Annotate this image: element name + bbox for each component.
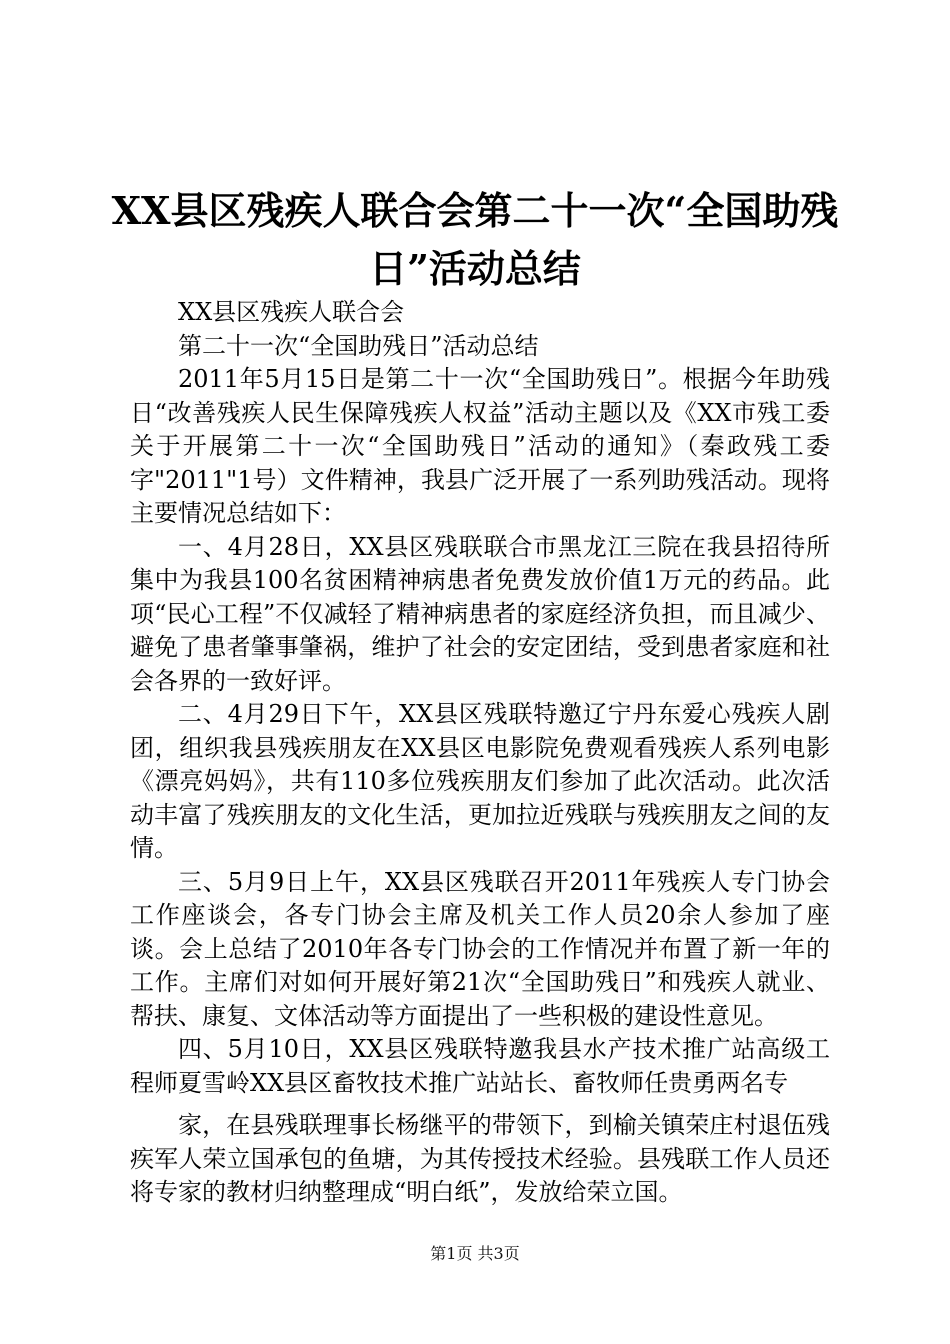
paragraph-item-4-continued: 家，在县残联理事长杨继平的带领下，到榆关镇荣庄村退伍残疾军人荣立国承包的鱼塘，为其传授技术经验。县残联工作人员还将专家的教材归纳整理成“明白纸”，发放给荣立国。 xyxy=(130,1111,830,1206)
paragraph-item-3: 三、5月9日上午，XX县区残联召开2011年残疾人专门协会工作座谈会，各专门协会主席及机关工作人员20余人参加了座谈。会上总结了2010年各专门协会的工作情况并布置了新一年的工作。主席们对如何开展好第21次“全国助残日”和残疾人就业、帮扶、康复、文体活动等方面提出了一些积极的建设性意见。 xyxy=(130,867,830,1030)
page-number-footer: 第1页 共3页 xyxy=(430,1244,520,1263)
paragraph-intro: 2011年5月15日是第二十一次“全国助残日”。根据今年助残日“改善残疾人民生保障残疾人权益”活动主题以及《XX市残工委关于开展第二十一次“全国助残日”活动的通知》（秦政残工委字"2011"1号）文件精神，我县广泛开展了一系列助残活动。现将主要情况总结如下： xyxy=(130,365,830,527)
paragraph-organization: XX县区残疾人联合会 xyxy=(178,298,405,326)
paragraph-item-2: 二、4月29日下午，XX县区残联特邀辽宁丹东爱心残疾人剧团，组织我县残疾朋友在XX县区电影院免费观看残疾人系列电影《漂亮妈妈》，共有110多位残疾朋友们参加了此次活动。此次活动丰富了残疾朋友的文化生活，更加拉近残联与残疾朋友之间的友情。 xyxy=(130,700,830,862)
paragraph-item-4: 四、5月10日，XX县区残联特邀我县水产技术推广站高级工程师夏雪岭XX县区畜牧技术推广站站长、畜牧师任贵勇两名专 xyxy=(130,1035,830,1097)
paragraph-subtitle: 第二十一次“全国助残日”活动总结 xyxy=(178,331,539,360)
document-title-line-1: XX县区残疾人联合会第二十一次“全国助残 xyxy=(111,188,839,233)
document-title-line-2: 日”活动总结 xyxy=(369,246,581,291)
document-body xyxy=(130,296,830,1210)
paragraph-item-1: 一、4月28日，XX县区残联联合市黑龙江三院在我县招待所集中为我县100名贫困精神病患者免费发放价值1万元的药品。此项“民心工程”不仅减轻了精神病患者的家庭经济负担，而且减少、避免了患者肇事肇祸，维护了社会的安定团结，受到患者家庭和社会各界的一致好评。 xyxy=(130,532,830,695)
